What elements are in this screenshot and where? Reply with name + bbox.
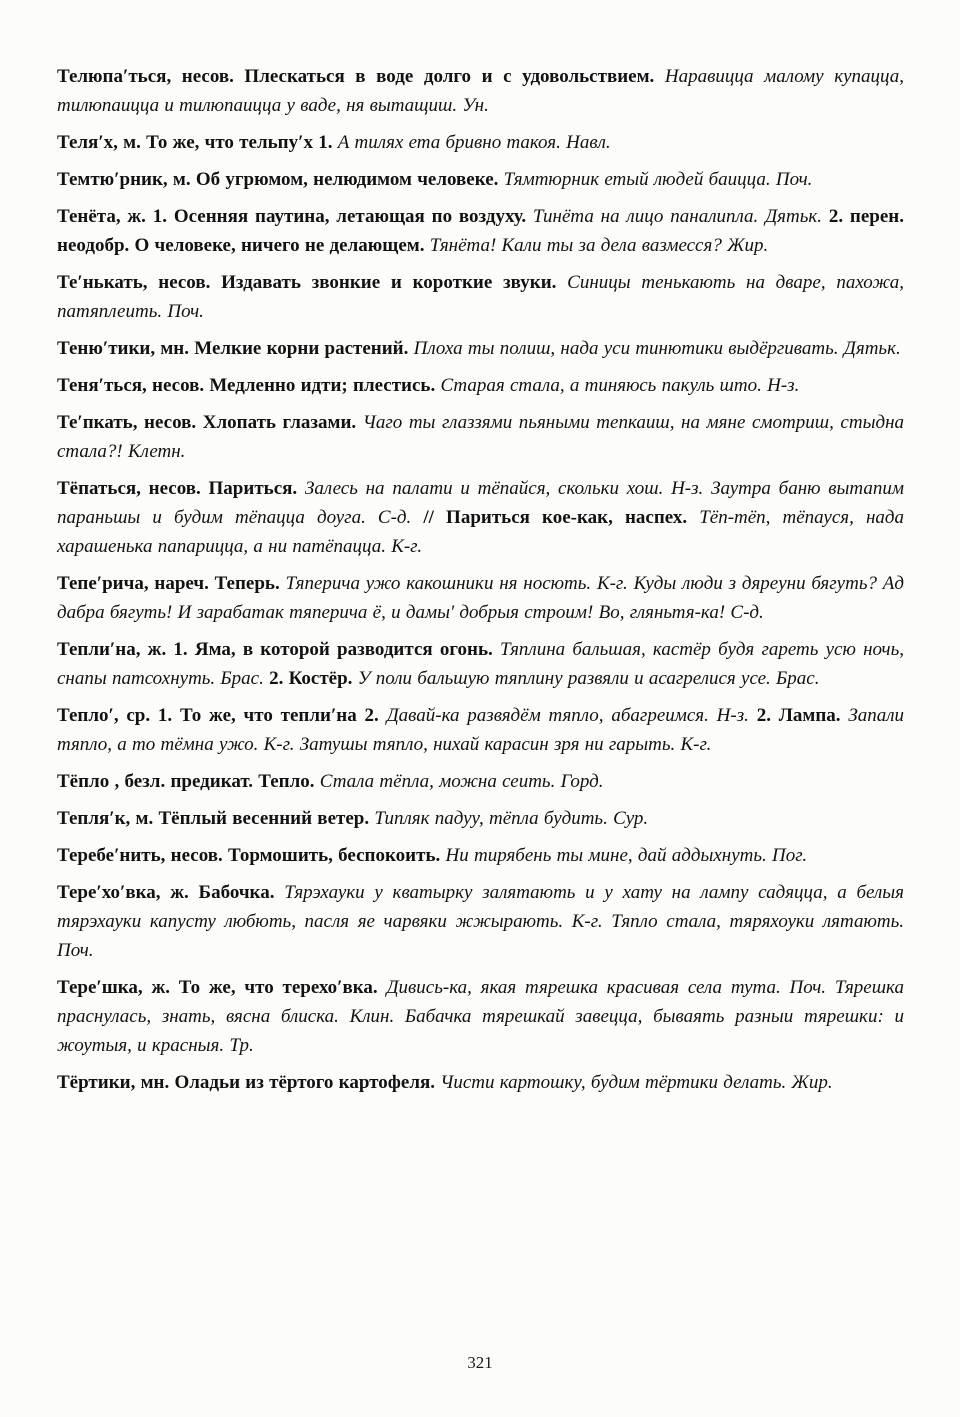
entry-example: А тилях ета бривно такоя. Навл. <box>337 132 611 153</box>
entry-example: Чаго ты глаззями пьяными тепкаиш, на мяне смотриш, стыдна стала?! Клетн. <box>57 412 904 462</box>
entry-headword-definition: 2. перен. неодобр. О человеке, ничего не делающем. <box>57 206 905 256</box>
entry-headword-definition: 2. Лампа. <box>756 705 849 726</box>
entry-example: Тинёта на лицо паналипла. Дятьк. <box>532 206 829 227</box>
entry-headword-definition: Тере′хо′вка, ж. Бабочка. <box>57 882 285 903</box>
entry-example: У поли бальшую тяплину развяли и асагрелися усе. Брас. <box>357 668 820 689</box>
entry-headword-definition: Тепля′к, м. Тёплый весенний ветер. <box>57 808 375 829</box>
dictionary-entry <box>57 202 904 260</box>
dictionary-entry <box>57 165 904 194</box>
entry-example: Тямтюрник етый людей баицца. Поч. <box>503 169 813 190</box>
entry-example: Давай-ка развядём тяпло, абагреимся. Н-з. <box>386 705 757 726</box>
page-number: 321 <box>467 1353 493 1372</box>
entries-list <box>57 62 904 1097</box>
entry-headword-definition: Теню′тики, мн. Мелкие корни растений. <box>57 338 414 359</box>
entry-example: Дивись-ка, якая тярешка красивая села тута. Поч. Тярешка праснулась, знать, вясна блиска. Клин. Бабачка тярешкай завецца, бываять разныи тярешки: и жоутыя, и красныя. Тр. <box>57 977 904 1056</box>
dictionary-entry <box>57 804 904 833</box>
entry-headword-definition: Тепли′на, ж. 1. Яма, в которой разводится огонь. <box>57 639 500 660</box>
entry-headword-definition: Те′пкать, несов. Хлопать глазами. <box>57 412 363 433</box>
entry-example: Запали тяпло, а то тёмна ужо. К-г. Затушы тяпло, нихай карасин зря ни гарыть. К-г. <box>57 705 905 755</box>
entry-example: Плоха ты полиш, нада уси тинютики выдёргивать. Дятьк. <box>413 338 901 359</box>
entry-headword-definition: Тепе′рича, нареч. Теперь. <box>57 573 286 594</box>
dictionary-entry <box>57 371 904 400</box>
dictionary-entry <box>57 268 904 326</box>
entry-headword-definition: Тёпло , безл. предикат. Тепло. <box>57 771 320 792</box>
entry-example: Тяперича ужо какошники ня носють. К-г. Куды люди з дяреуни бягуть? Ад дабра бягуть! И зарабатак тяперича ё, и дамы′ добрыя строим! Во, гляньтя-ка! С-д. <box>57 573 904 623</box>
entry-headword-definition: // Париться кое-как, наспех. <box>423 507 700 528</box>
dictionary-entry <box>57 635 904 693</box>
entry-headword-definition: Темтю′рник, м. Об угрюмом, нелюдимом человеке. <box>57 169 504 190</box>
entry-example: Залесь на палати и тёпайся, скольки хош. Н-з. Заутра баню вытапим параньшы и будим тёпацца доуга. С-д. <box>57 478 904 528</box>
entry-headword-definition: Тенёта, ж. 1. Осенняя паутина, летающая по воздуху. <box>57 206 533 227</box>
entry-example: Типляк падуу, тёпла будить. Сур. <box>374 808 649 829</box>
entry-headword-definition: Теребе′нить, несов. Тормошить, беспокоить. <box>57 845 446 866</box>
dictionary-entry <box>57 841 904 870</box>
dictionary-entry <box>57 701 904 759</box>
entry-example: Чисти картошку, будим тёртики делать. Жир. <box>440 1072 833 1093</box>
entry-example: Ни тирябень ты мине, дай аддыхнуть. Пог. <box>445 845 808 866</box>
dictionary-entry <box>57 474 904 561</box>
dictionary-entry <box>57 878 904 965</box>
dictionary-entry <box>57 334 904 363</box>
dictionary-entry <box>57 408 904 466</box>
entry-example: Тёп-тёп, тёпауся, нада харашенька папарицца, а ни патёпацца. К-г. <box>57 507 905 557</box>
entry-headword-definition: Тере′шка, ж. То же, что терехо′вка. <box>57 977 387 998</box>
entry-headword-definition: Телюпа′ться, несов. Плескаться в воде долго и с удовольствием. <box>57 66 665 87</box>
entry-headword-definition: Теля′х, м. То же, что тельпу′х 1. <box>57 132 338 153</box>
dictionary-entry <box>57 767 904 796</box>
dictionary-entry <box>57 128 904 157</box>
dictionary-entry <box>57 1068 904 1097</box>
entry-example: Старая стала, а тиняюсь пакуль што. Н-з. <box>440 375 800 396</box>
dictionary-entry <box>57 973 904 1060</box>
entry-headword-definition: Тепло′, ср. 1. То же, что тепли′на 2. <box>57 705 387 726</box>
entry-example: Тяплина бальшая, кастёр будя гареть усю ночь, снапы патсохнуть. Брас. <box>57 639 904 689</box>
entry-example: Наравицца малому купацца, тилюпаицца и тилюпаицца у ваде, ня вытащиш. Ун. <box>57 66 904 116</box>
entry-example: Синицы тенькають на дваре, пахожа, патяплеить. Поч. <box>57 272 904 322</box>
entry-headword-definition: Те′нькать, несов. Издавать звонкие и короткие звуки. <box>57 272 568 293</box>
entry-example: Тянёта! Кали ты за дела вазмесся? Жир. <box>429 235 769 256</box>
entry-example: Стала тёпла, можна сеить. Горд. <box>319 771 604 792</box>
entry-example: Тярэхауки у кватырку залятають и у хату на лампу садяцца, а белыя тярэхауки капусту любють, пасля яе чарвяки жжырають. К-г. Тяпло стала, тяряхоуки лятають. Поч. <box>57 882 904 961</box>
entry-headword-definition: Тёртики, мн. Оладьи из тёртого картофеля. <box>57 1072 441 1093</box>
dictionary-entry <box>57 569 904 627</box>
entry-headword-definition: 2. Костёр. <box>269 668 358 689</box>
entry-headword-definition: Теня′ться, несов. Медленно идти; плестись. <box>57 375 441 396</box>
dictionary-entry <box>57 62 904 120</box>
entry-headword-definition: Тёпаться, несов. Париться. <box>57 478 305 499</box>
